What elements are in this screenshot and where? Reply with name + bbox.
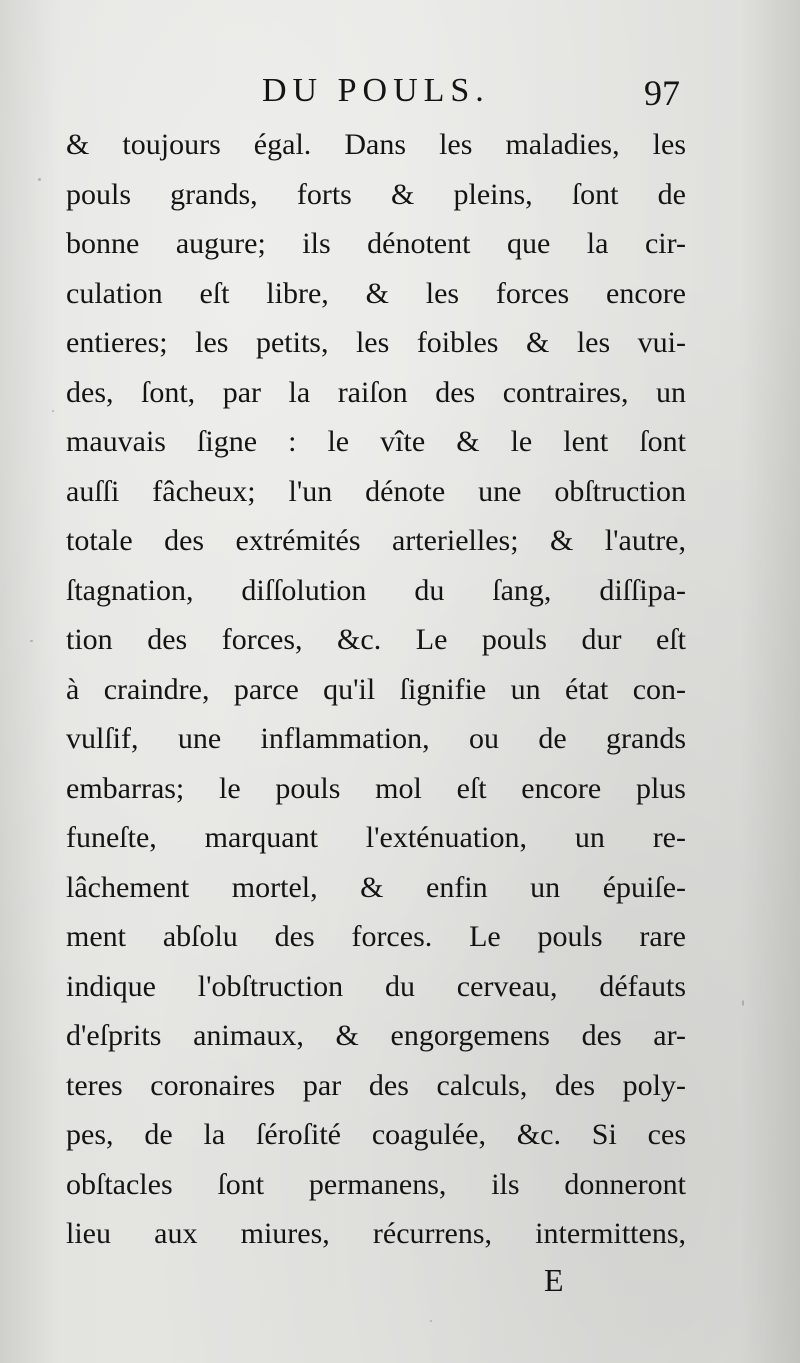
text-line: & toujours égal. Dans les maladies, les [66,128,686,161]
text-line: à craindre, parce qu'il ſignifie un état con- [66,672,686,706]
text-line: auſſi fâcheux; l'un dénote une obſtruction [66,474,686,508]
text-line: totale des extrémités arterielles; & l'autre, [66,524,686,557]
text-line: culation eſt libre, & les forces encore [66,276,686,310]
text-line: tion des forces, &c. Le pouls dur eſt [66,623,686,656]
text-line: ſtagnation, diſſolution du ſang, diſſipa- [66,573,686,607]
catchword: E [544,1262,564,1298]
text-line: lâchement mortel, & enfin un épuiſe- [66,870,686,904]
text-line: des, ſont, par la raiſon des contraires, un [66,375,686,409]
text-line: mauvais ſigne : le vîte & le lent ſont [66,425,686,458]
text-line: teres coronaires par des calculs, des poly- [66,1068,686,1102]
body-text [66,120,686,1259]
text-line: obſtacles ſont permanens, ils donneront [66,1167,686,1201]
paper-speck [52,410,54,412]
text-line: ment abſolu des forces. Le pouls rare [66,920,686,953]
paper-speck [30,640,33,642]
paper-speck [430,1320,432,1322]
paper-speck [38,178,41,181]
paper-speck [742,1000,744,1006]
text-line: entieres; les petits, les foibles & les vui- [66,326,686,359]
text-line: lieu aux miures, récurrens, intermittens, [66,1217,686,1250]
text-line: vulſif, une inflammation, ou de grands [66,722,686,755]
text-line: bonne augure; ils dénotent que la cir- [66,227,686,260]
text-line: pouls grands, forts & pleins, ſont de [66,177,686,211]
page-number: 97 [644,73,680,113]
text-line: pes, de la ſéroſité coagulée, &c. Si ces [66,1118,686,1151]
text-line: indique l'obſtruction du cerveau, défauts [66,969,686,1003]
text-line: d'eſprits animaux, & engorgemens des ar- [66,1019,686,1052]
running-head: DU POULS. [262,72,490,109]
text-line: embarras; le pouls mol eſt encore plus [66,771,686,805]
text-line: funeſte, marquant l'exténuation, un re- [66,821,686,854]
